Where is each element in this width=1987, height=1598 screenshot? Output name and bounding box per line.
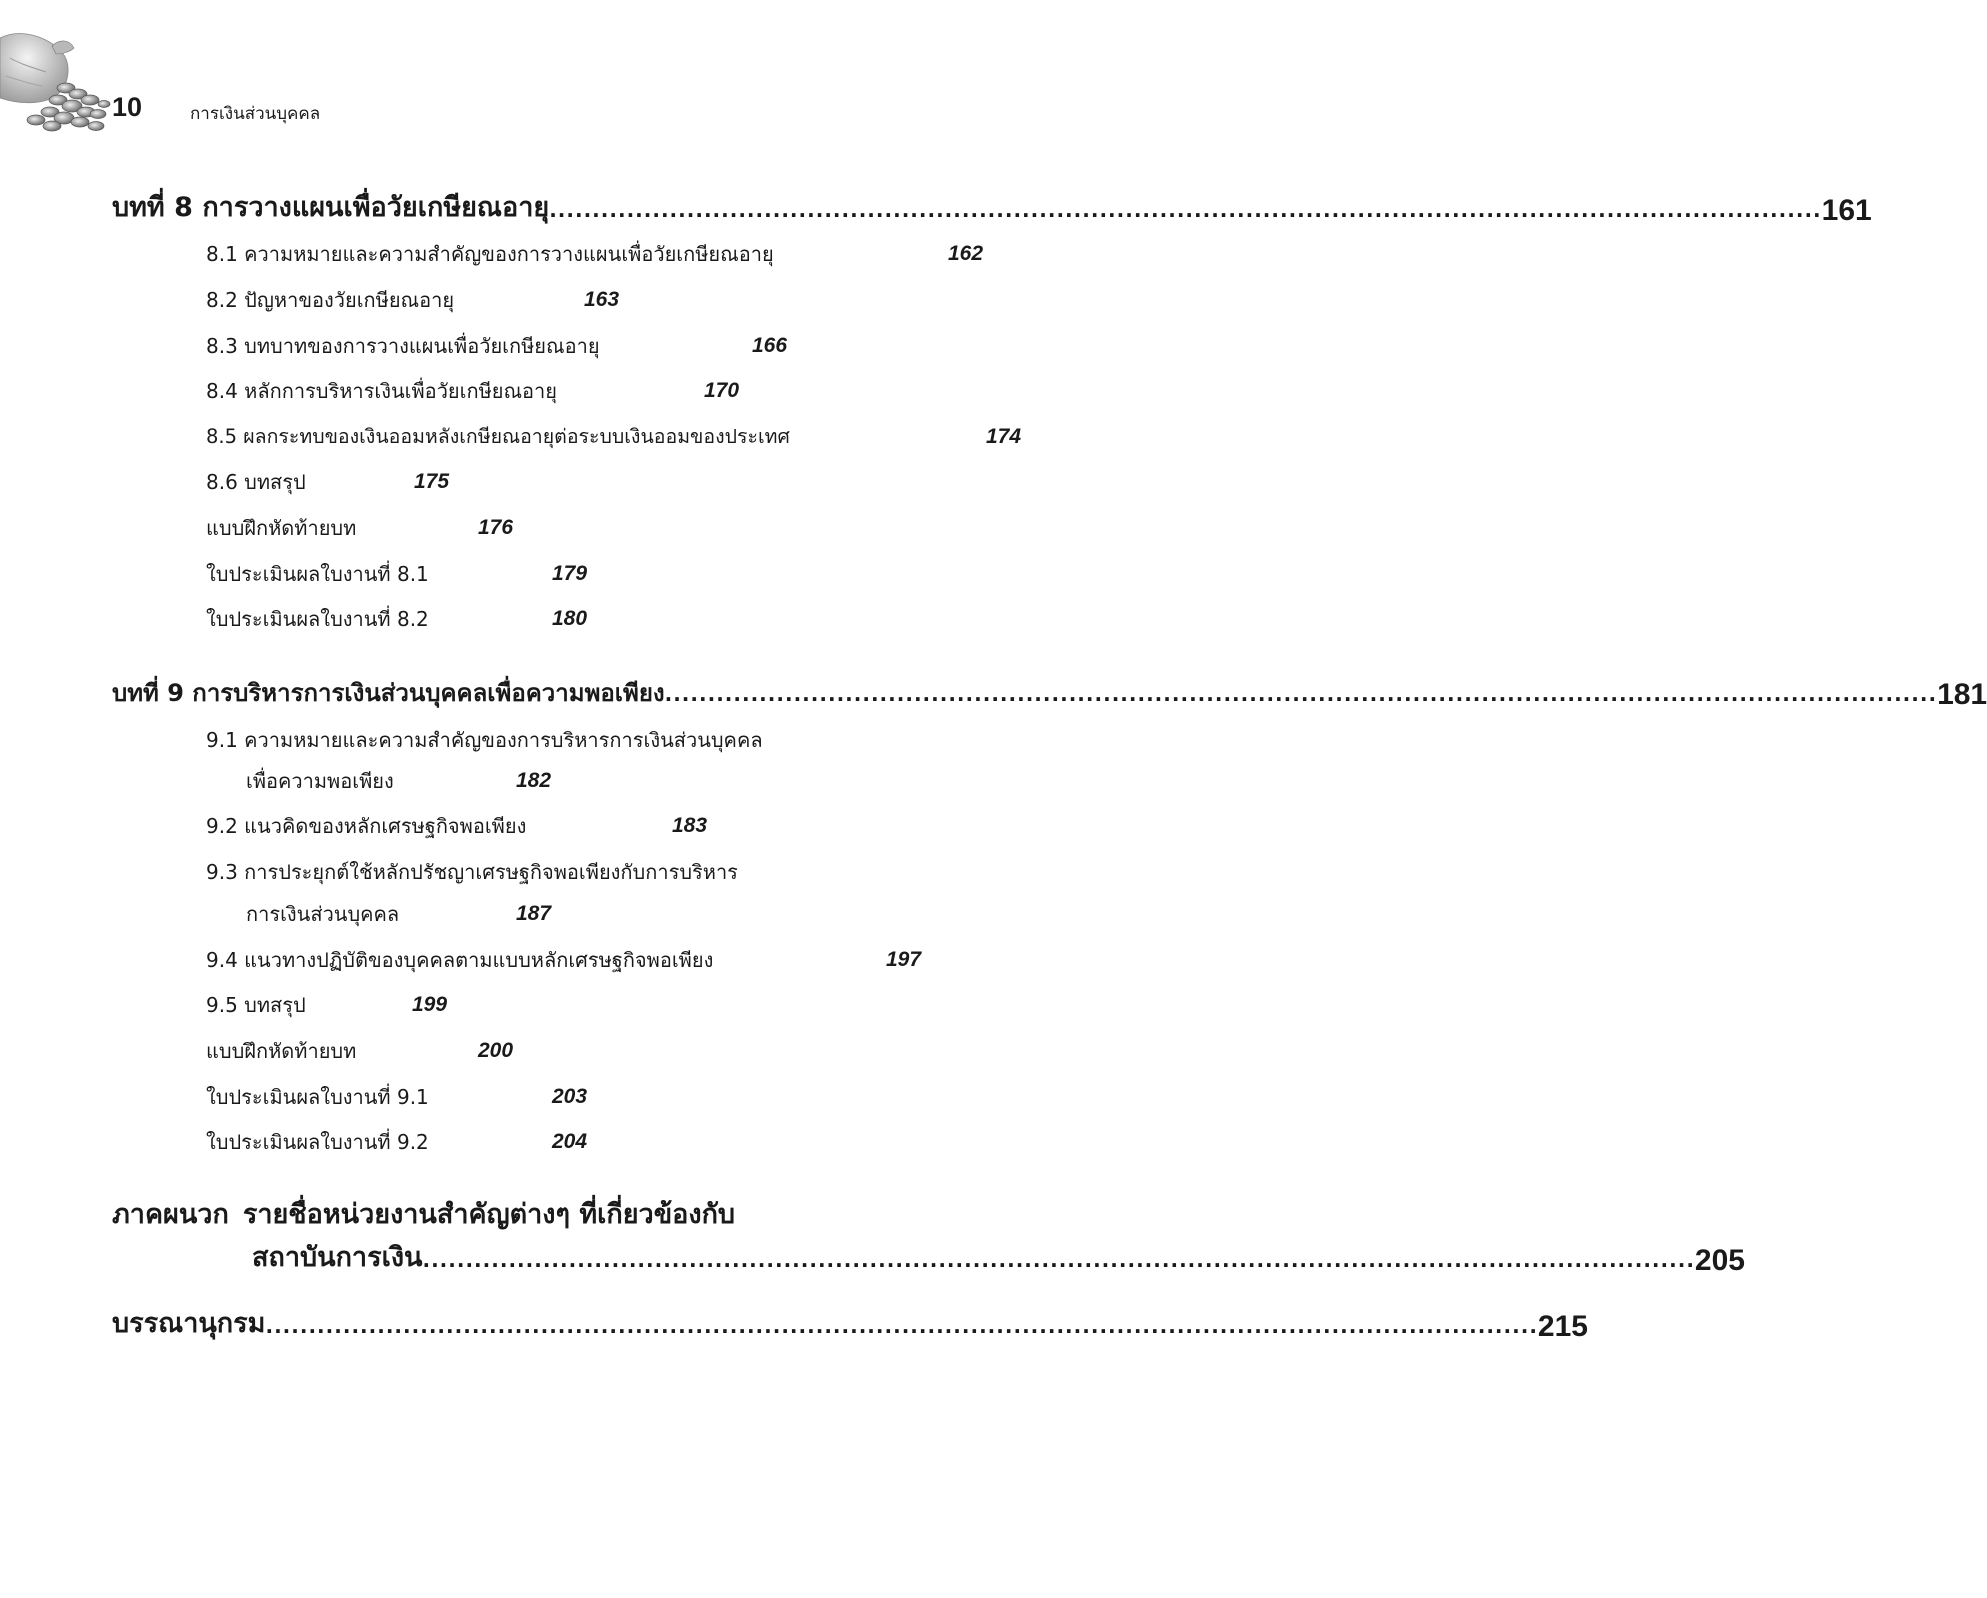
toc-entry-8-2[interactable]: 8.2 ปัญหาของวัยเกษียณอายุ	[206, 288, 455, 312]
toc-entry-page: 199	[412, 993, 448, 1016]
toc-entry-9-1[interactable]: 9.1 ความหมายและความสำคัญของการบริหารการเงินส่วนบุคคล	[206, 728, 763, 752]
toc-entry-9-1-cont: เพื่อความพอเพียง	[246, 769, 394, 793]
bibliography-page: 215	[1537, 1310, 1588, 1343]
toc-entry-page: 176	[478, 516, 514, 539]
toc-bibliography[interactable]	[112, 1300, 1588, 1344]
toc-entry-9-4[interactable]: 9.4 แนวทางปฏิบัติของบุคคลตามแบบหลักเศรษฐกิจพอเพียง	[206, 948, 714, 972]
toc-entry-9-5[interactable]: 9.5 บทสรุป	[206, 993, 306, 1017]
toc-entry-8-6[interactable]: 8.6 บทสรุป	[206, 470, 306, 494]
leader-dots: ....................................................................................................................................................	[664, 682, 1938, 706]
chapter-8-page: 161	[1821, 194, 1872, 227]
toc-entry-worksheet-9-1[interactable]: ใบประเมินผลใบงานที่ 9.1	[206, 1085, 429, 1109]
chapter-8-title: บทที่ 8 การวางแผนเพื่อวัยเกษียณอายุ	[112, 192, 550, 223]
leader-dots: ....................................................................................................................................................	[549, 198, 1822, 222]
appendix-prefix: ภาคผนวก	[112, 1199, 229, 1230]
toc-entry-worksheet-9-2[interactable]: ใบประเมินผลใบงานที่ 9.2	[206, 1130, 429, 1154]
leader-dots: ....................................................................................................................................................	[422, 1248, 1695, 1272]
toc-entry-page: 180	[552, 607, 588, 630]
toc-entry-page: 200	[478, 1039, 514, 1062]
toc-entry-page: 204	[552, 1130, 588, 1153]
coin-bag-icon	[0, 28, 112, 138]
toc-entry-page: 179	[552, 562, 588, 585]
appendix-title-line1: รายชื่อหน่วยงานสำคัญต่างๆ ที่เกี่ยวข้องกับ	[242, 1199, 736, 1230]
chapter-9-title: บทที่ 9 การบริหารการเงินส่วนบุคคลเพื่อความพอเพียง	[112, 679, 665, 707]
toc-entry-page: 182	[516, 769, 552, 792]
bibliography-title: บรรณานุกรม	[112, 1308, 266, 1339]
toc-entry-8-1[interactable]: 8.1 ความหมายและความสำคัญของการวางแผนเพื่อวัยเกษียณอายุ	[206, 242, 774, 266]
toc-entry-9-3[interactable]: 9.3 การประยุกต์ใช้หลักปรัชญาเศรษฐกิจพอเพียงกับการบริหาร	[206, 860, 738, 884]
toc-entry-page: 183	[672, 814, 708, 837]
toc-entry-8-3[interactable]: 8.3 บทบาทของการวางแผนเพื่อวัยเกษียณอายุ	[206, 334, 600, 358]
toc-entry-worksheet-8-2[interactable]: ใบประเมินผลใบงานที่ 8.2	[206, 607, 429, 631]
toc-entry-page: 175	[414, 470, 450, 493]
appendix-title-line2: สถาบันการเงิน	[252, 1242, 423, 1273]
toc-entry-exercises-9[interactable]: แบบฝึกหัดท้ายบท	[206, 1039, 357, 1063]
toc-entry-page: 174	[986, 425, 1022, 448]
toc-entry-page: 197	[886, 948, 922, 971]
toc-chapter-8[interactable]	[112, 184, 1872, 228]
toc-entry-exercises-8[interactable]: แบบฝึกหัดท้ายบท	[206, 516, 357, 540]
chapter-9-page: 181	[1937, 678, 1987, 711]
toc-appendix-line2[interactable]	[252, 1234, 1745, 1278]
toc-entry-page: 170	[704, 379, 740, 402]
running-title: การเงินส่วนบุคคล	[190, 104, 321, 124]
toc-entry-9-2[interactable]: 9.2 แนวคิดของหลักเศรษฐกิจพอเพียง	[206, 814, 527, 838]
appendix-page: 205	[1694, 1244, 1745, 1277]
toc-entry-page: 187	[516, 902, 552, 925]
toc-entry-page: 203	[552, 1085, 588, 1108]
toc-entry-page: 162	[948, 242, 984, 265]
leader-dots: ....................................................................................................................................................	[265, 1314, 1538, 1338]
toc-entry-9-3-cont: การเงินส่วนบุคคล	[246, 902, 400, 926]
toc-entry-page: 166	[752, 334, 788, 357]
page-number: 10	[112, 92, 143, 122]
toc-entry-page: 163	[584, 288, 620, 311]
toc-appendix[interactable]	[112, 1192, 735, 1232]
toc-chapter-9[interactable]	[112, 668, 1987, 712]
toc-entry-8-4[interactable]: 8.4 หลักการบริหารเงินเพื่อวัยเกษียณอายุ	[206, 379, 558, 403]
toc-entry-worksheet-8-1[interactable]: ใบประเมินผลใบงานที่ 8.1	[206, 562, 429, 586]
toc-entry-8-5[interactable]: 8.5 ผลกระทบของเงินออมหลังเกษียณอายุต่อระบบเงินออมของประเทศ	[206, 425, 790, 448]
